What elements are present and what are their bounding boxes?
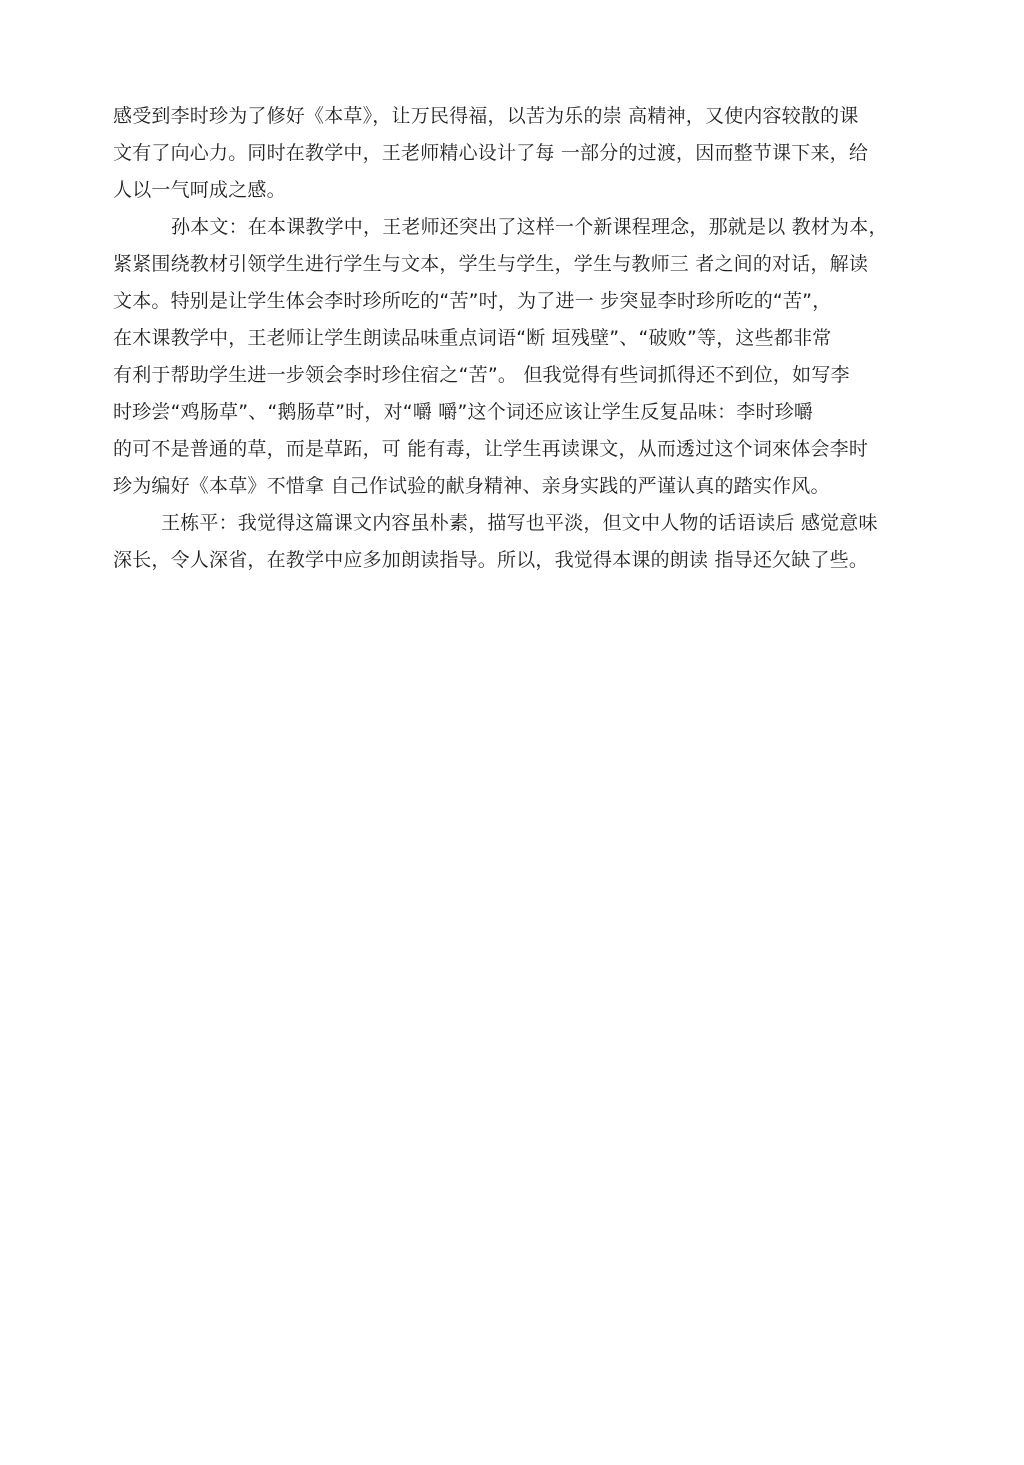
text-line: 王栋平：我觉得这篇课文内容虽朴素，描写也平淡，但文中人物的话语读后 感觉意味 [161,512,878,534]
text-line: 孙本文：在本课教学中，王老师还突出了这样一个新课程理念，那就是以 教材为本， [171,216,888,238]
document-body [113,98,913,579]
text-line: 珍为编好《本草》不惜拿 自己作试验的献身精神、亲身实践的严谨认真的踏实作风。 [113,475,830,497]
text-line: 人以一气呵成之感。 [113,179,286,201]
paragraph-2 [113,209,913,505]
paragraph-3 [113,505,913,579]
text-line: 深长，令人深省，在教学中应多加朗读指导。所以，我觉得本课的朗读 指导还欠缺了些。 [113,549,869,571]
text-line: 文本。特别是让学生体会李时珍所吃的“苦”吋，为了进一 步突显李时珍所吃的“苦”， [113,290,832,312]
text-line: 有利于帮助学生进一步领会李时珍住宿之“苦”。 但我觉得有些词抓得还不到位，如写李 [113,364,850,386]
text-line: 的可不是普通的草，而是草跖，可 能有毒，让学生再读课文，从而透过这个词來体会李时 [113,438,869,460]
text-line: 感受到李时珍为了修好《本草》，让万民得福，以苦为乐的崇 高精神，又使内容较散的课 [113,105,859,127]
paragraph-1 [113,98,913,209]
text-line: 文有了向心力。同时在教学中，王老师精心设计了每 一部分的过渡，因而整节课下来，给 [113,142,869,164]
text-line: 紧紧围绕教材引领学生进行学生与文本，学生与学生，学生与教师三 者之间的对话，解读 [113,253,869,275]
text-line: 在木课教学中，王老师让学生朗读品味重点词语“断 垣残壁”、“破败”等，这些都非常 [113,327,832,349]
text-line: 时珍尝“鸡肠草”、“鹅肠草”时，对“嚼 嚼”这个词还应该让学生反复品味：李时珍嚼 [113,401,814,423]
